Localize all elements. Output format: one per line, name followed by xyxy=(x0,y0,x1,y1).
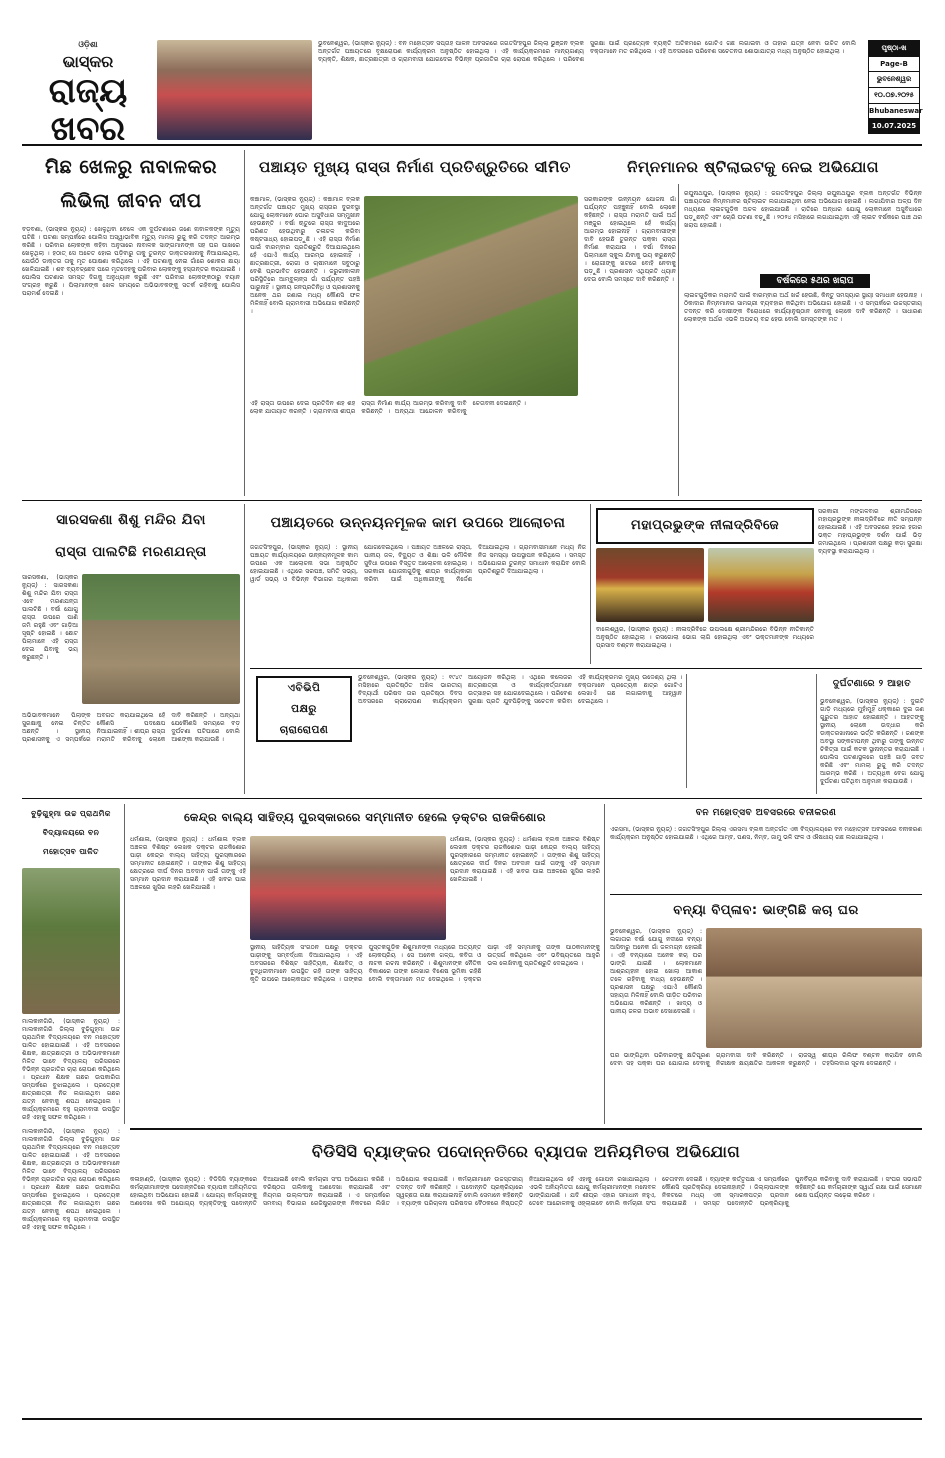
article-6-headline: ମହାପ୍ରଭୁଙ୍କ ନୀଳାଦ୍ରିବିଜେ xyxy=(631,518,779,533)
article-5-text: ଜଗତସିଂହପୁର, (ଭାସ୍କର ନ୍ୟୁଜ୍) : ସ୍ଥାନୀୟ ପଞ୍ଚାୟତ କାର୍ଯ୍ୟାଳୟରେ ଉନ୍ନୟନମୂଳକ କାମ ଉପରେ ଏକ ଆଲୋଚନା ସଭା ଅନୁଷ୍ଠିତ ହୋଇଯାଇଛି । ଏଥିରେ ସରପଞ୍ଚ, ସମିତି ସଭ୍ୟ, ୱାର୍ଡ ସଭ୍ୟ ଓ ବିଭିନ୍ନ ବିଭାଗର ଅଧିକାରୀ ଯୋଗଦେଇଥିଲେ । ପଞ୍ଚାୟତ ଅଞ୍ଚଳରେ ରାସ୍ତା, ପାନୀୟ ଜଳ, ବିଦ୍ୟୁତ ଓ ଶିକ୍ଷା ଭଳି ମୌଳିକ ସୁବିଧା ଉପରେ ବିସ୍ତୃତ ଆଲୋଚନା ହୋଇଥିଲା । ସରକାରୀ ଯୋଜନାଗୁଡ଼ିକୁ ଶୀଘ୍ର କାର୍ଯ୍ୟକାରୀ କରିବା ପାଇଁ ଅଧିକାରୀଙ୍କୁ ନିର୍ଦ୍ଦେଶ ଦିଆଯାଇଥିଲା । ଗ୍ରାମବାସୀମାନେ ମଧ୍ୟ ନିଜ ନିଜ ସମସ୍ୟା ଉପସ୍ଥାପନ କରିଥିଲେ । ସମସ୍ତ ଅଭିଯୋଗର ତୁରନ୍ତ ସମାଧାନ କରାଯିବ ବୋଲି ପ୍ରତିଶ୍ରୁତି ଦିଆଯାଇଥିଲା । xyxy=(250,544,586,583)
article-4-photo-road xyxy=(82,574,240,704)
article-6-photo-ritual xyxy=(596,548,704,622)
divider-row1 xyxy=(22,500,922,501)
article-6-photo-temple xyxy=(708,548,814,622)
article-10-text-bottom: ସ୍ଥାନୀୟ ସାହିତ୍ୟିକ ସଂଗଠନ ପକ୍ଷରୁ ଡ଼କ୍ଟର ପାଢ଼ୀଙ୍କୁ ସମ୍ବର୍ଦ୍ଧନା ଦିଆଯାଇଥିଲା । ଏହି ଅବସରରେ ବିଶିଷ୍ଟ ସାହିତ୍ୟିକ, ଶିକ୍ଷାବିତ୍ ଓ ବୁଦ୍ଧିଜୀବୀମାନେ ଉପସ୍ଥିତ ରହି ତାଙ୍କ ସାହିତ୍ୟ କୃତି ଉପରେ ଆଲୋକପାତ କରିଥିଲେ । ତାଙ୍କର ପୁସ୍ତକଗୁଡ଼ିକ ଶିଶୁମାନଙ୍କ ମଧ୍ୟରେ ଅତ୍ୟନ୍ତ ଲୋକପ୍ରିୟ । ସେ ଅନେକ ଗଳ୍ପ, କବିତା ଓ ନାଟକ ରଚନା କରିଛନ୍ତି । ଶିଶୁମାନଙ୍କ ନୈତିକ ବିକାଶରେ ତାଙ୍କ ଲେଖାର ବିଶେଷ ଭୂମିକା ରହିଛି ବୋଲି ବକ୍ତାମାନେ ମତ ଦେଇଥିଲେ । ଡ଼କ୍ଟର ପାଢ଼ୀ ଏହି ସମ୍ମାନକୁ ତାଙ୍କ ପାଠକମାନଙ୍କୁ ଉତ୍ସର୍ଗ କରିଥିଲେ ଏବଂ ଭବିଷ୍ୟତରେ ଆହୁରି ଭଲ ଲେଖିବାକୁ ପ୍ରତିଶ୍ରୁତି ଦେଇଥିଲେ । xyxy=(250,944,600,983)
article-4-headline-line1: ସାରସକଣା ଶିଶୁ ମନ୍ଦିର ଯିବା xyxy=(56,512,206,528)
divider-row2 xyxy=(22,798,922,799)
divider-row2a xyxy=(250,668,922,669)
divider-col3 xyxy=(678,150,679,496)
article-4-headline-line2: ରାସ୍ତା ପାଲଟିଛି ମରଣଯନ୍ତା xyxy=(55,544,207,560)
divider-footer xyxy=(22,1418,922,1420)
article-10-headline: କେନ୍ଦ୍ର ବାଲ୍ୟ ସାହିତ୍ୟ ପୁରସ୍କାରରେ ସମ୍ମାନୀତ ହେଲେ ଡ଼କ୍ଟର ରାଜକିଶୋର xyxy=(184,810,546,824)
article-8-headline: ଦୁର୍ଘଟଣାରେ ୨ ଆହାତ xyxy=(832,679,912,689)
masthead-logo xyxy=(22,40,154,140)
divider-row3a xyxy=(610,894,922,895)
article-2-text-left: କଞ୍ଚାମାଳ, (ଭାସ୍କର ନ୍ୟୁଜ୍) : କଞ୍ଚାମାଳ ବ୍ଲକ ଅନ୍ତର୍ଗତ ପଞ୍ଚାୟତ ମୁଖ୍ୟ ରାସ୍ତାର ଦୁରବସ୍ଥା ଯୋଗୁ ଲୋକମାନେ ଘୋର ଅସୁବିଧାର ସମ୍ମୁଖୀନ ହେଉଛନ୍ତି । ବର୍ଷା ଋତୁରେ ରାସ୍ତା କାଦୁଅରେ ପରିଣତ ହେଉଥିବାରୁ ଚଳାଚଳ କରିବା କଷ୍ଟସାଧ୍ୟ ହୋଇପଡ଼ୁଛି । ଏହି ରାସ୍ତା ନିର୍ମାଣ ପାଇଁ ବାରମ୍ବାର ପ୍ରତିଶ୍ରୁତି ଦିଆଯାଇଥିଲେ ହେଁ ଏଯାଏଁ କାର୍ଯ୍ୟ ଆରମ୍ଭ ହୋଇନାହିଁ । ଛାତ୍ରଛାତ୍ରୀ, ରୋଗୀ ଓ ଚାଷୀମାନେ ସବୁଠାରୁ ବେଶି ପ୍ରଭାବିତ ହେଉଛନ୍ତି । ଜରୁରୀକାଳୀନ ପରିସ୍ଥିତିରେ ଆମ୍ବୁଲାନ୍ସ ଗାଁ ପର୍ଯ୍ୟନ୍ତ ପହଞ୍ଚି ପାରୁନାହିଁ । ସ୍ଥାନୀୟ ଜନପ୍ରତିନିଧି ଓ ପ୍ରଶାସନକୁ ଅନେକ ଥର ଜଣାଇ ମଧ୍ୟ କୌଣସି ଫଳ ମିଳିନାହିଁ ବୋଲି ଗ୍ରାମବାସୀ ଅଭିଯୋଗ କରିଛନ୍ତି । xyxy=(250,196,360,315)
article-7-headline-line2: ପକ୍ଷରୁ xyxy=(291,703,317,715)
article-3-text-2: ଲାଇଟଗୁଡ଼ିକର ମରାମତି ପାଇଁ ବାରମ୍ବାର ଅର୍ଥ ଖର୍ଚ୍ଚ ହେଉଛି, କିନ୍ତୁ ସମସ୍ୟାର ସ୍ଥାୟୀ ସମାଧାନ ହେଉନାହିଁ । ଠିକାଦାର ନିମ୍ନମାନର ସାମଗ୍ରୀ ବ୍ୟବହାର କରିଥିବା ଅଭିଯୋଗ ହୋଇଛି । ଏ ସମ୍ପର୍କରେ ଉଚ୍ଚସ୍ତରୀୟ ତଦନ୍ତ କରି ଦୋଷୀଙ୍କ ବିରୋଧରେ କାର୍ଯ୍ୟାନୁଷ୍ଠାନ ନେବାକୁ ଲୋକେ ଦାବି କରିଛନ୍ତି । ସାଧାରଣ ଲୋକଙ୍କ ଅର୍ଥର ଏଭଳି ଅପଚୟ ବନ୍ଦ ହେଉ ବୋଲି ସମସ୍ତଙ୍କ ମତ । xyxy=(684,292,922,323)
article-7-headline-line1: ଏବିଭିପି xyxy=(287,682,321,694)
article-13-text-left: ମାଲକାନଗିରି, (ଭାସ୍କର ନ୍ୟୁଜ୍) : ମାଲକାନଗିରି ଜିଲ୍ଲା ବୁଢ଼ିଗୁହ୍ମା ଉଚ୍ଚ ପ୍ରାଥମିକ ବିଦ୍ୟାଳୟରେ ବନ ମହୋତ୍ସବ ପାଳିତ ହୋଇଯାଇଛି । ଏହି ଅବସରରେ ଶିକ୍ଷକ, ଛାତ୍ରଛାତ୍ରୀ ଓ ଅଭିଭାବକମାନେ ମିଳିତ ଭାବେ ବିଦ୍ୟାଳୟ ପରିସରରେ ବିଭିନ୍ନ ପ୍ରଜାତିର ଚାରା ରୋପଣ କରିଥିଲେ । ପ୍ରଧାନ ଶିକ୍ଷକ ଗଛର ଉପକାରିତା ସମ୍ପର୍କରେ ବୁଝାଇଥିଲେ । ପ୍ରତ୍ୟେକ ଛାତ୍ରଛାତ୍ରୀ ନିଜ ଲଗାଇଥିବା ଗଛର ଯତ୍ନ ନେବାକୁ ଶପଥ ନେଇଥିଲେ । କାର୍ଯ୍ୟକ୍ରମରେ ବହୁ ଗ୍ରାମବାସୀ ଉପସ୍ଥିତ ରହି ଏହାକୁ ସଫଳ କରିଥିଲେ । xyxy=(22,1128,120,1231)
article-5-headline: ପଞ୍ଚାୟତରେ ଉନ୍ନୟନମୂଳକ କାମ ଉପରେ ଆଲୋଚନା xyxy=(270,515,566,531)
article-9-text: ମାଲକାନଗିରି, (ଭାସ୍କର ନ୍ୟୁଜ୍) : ମାଲକାନଗିରି ଜିଲ୍ଲା ବୁଢ଼ିଗୁହ୍ମା ଉଚ୍ଚ ପ୍ରାଥମିକ ବିଦ୍ୟାଳୟରେ ବନ ମହୋତ୍ସବ ପାଳିତ ହୋଇଯାଇଛି । ଏହି ଅବସରରେ ଶିକ୍ଷକ, ଛାତ୍ରଛାତ୍ରୀ ଓ ଅଭିଭାବକମାନେ ମିଳିତ ଭାବେ ବିଦ୍ୟାଳୟ ପରିସରରେ ବିଭିନ୍ନ ପ୍ରଜାତିର ଚାରା ରୋପଣ କରିଥିଲେ । ପ୍ରଧାନ ଶିକ୍ଷକ ଗଛର ଉପକାରିତା ସମ୍ପର୍କରେ ବୁଝାଇଥିଲେ । ପ୍ରତ୍ୟେକ ଛାତ୍ରଛାତ୍ରୀ ନିଜ ଲଗାଇଥିବା ଗଛର ଯତ୍ନ ନେବାକୁ ଶପଥ ନେଇଥିଲେ । କାର୍ଯ୍ୟକ୍ରମରେ ବହୁ ଗ୍ରାମବାସୀ ଉପସ୍ଥିତ ରହି ଏହାକୁ ସଫଳ କରିଥିଲେ । xyxy=(22,1018,120,1121)
divider-masthead xyxy=(22,144,922,146)
article-2-photo-road xyxy=(364,196,578,396)
article-4-text-1: ସାରସକଣା, (ଭାସ୍କର ନ୍ୟୁଜ୍) : ସାରସକଣା ଶିଶୁ ମନ୍ଦିର ଯିବା ରାସ୍ତା ଏବେ ମରଣଯନ୍ତା ପାଲଟିଛି । ବର୍ଷା ଯୋଗୁ ରାସ୍ତା ଉପରେ ପାଣି ଜମି ରହୁଛି ଏବଂ ଗାଡ଼ିଆ ସୃଷ୍ଟି ହୋଇଛି । ଛୋଟ ପିଲାମାନେ ଏହି ରାସ୍ତା ଦେଇ ଯିବାକୁ ଭୟ କରୁଛନ୍ତି । xyxy=(22,574,78,661)
article-9-headline-line3: ମହୋତ୍ସବ ପାଳିତ xyxy=(43,847,99,856)
article-1-headline xyxy=(22,150,240,220)
divider-row2-col2 xyxy=(590,504,591,664)
divider-row2-col3 xyxy=(686,674,687,788)
page-label-or: ପୃଷ୍ଠା-ଖ xyxy=(869,41,919,57)
masthead-brand: ଭାସ୍କର xyxy=(62,52,114,71)
article-8-text: ଭୁବନେଶ୍ୱର, (ଭାସ୍କର ନ୍ୟୁଜ୍) : ଦୁଇଟି ଗାଡ଼ି ମଧ୍ୟରେ ମୁହାଁମୁହିଁ ଧକ୍କାରେ ଦୁଇ ଜଣ ଗୁରୁତର ଆହାତ ହୋଇଛନ୍ତି । ଆହତଙ୍କୁ ସ୍ଥାନୀୟ ଲୋକେ ଉଦ୍ଧାର କରି ଡାକ୍ତରଖାନାରେ ଭର୍ତ୍ତି କରିଛନ୍ତି । ଜଣଙ୍କ ଅବସ୍ଥା ସଙ୍କଟାପନ୍ନ ଥିବାରୁ ତାଙ୍କୁ ଉନ୍ନତ ଚିକିତ୍ସା ପାଇଁ କଟକ ସ୍ଥାନାନ୍ତର କରାଯାଇଛି । ପୋଲିସ ଘଟଣାସ୍ଥଳରେ ପହଞ୍ଚି ଗାଡ଼ି ଜବତ କରିଛି ଏବଂ ମାମଲା ରୁଜୁ କରି ତଦନ୍ତ ଆରମ୍ଭ କରିଛି । ଅତ୍ୟଧିକ ବେଗ ଯୋଗୁ ଦୁର୍ଘଟଣା ଘଟିଥିବା ଅନୁମାନ କରାଯାଉଛି । xyxy=(820,698,924,785)
article-6-text-right: ବାଲେଶ୍ୱର, (ଭାସ୍କର ନ୍ୟୁଜ୍) : ନୀଳାଦ୍ରିବିଜେ ଉପଲକ୍ଷେ ଶ୍ରୀମନ୍ଦିରରେ ବିଭିନ୍ନ ନୀତିକାନ୍ତି ଅନୁଷ୍ଠିତ ହୋଇଥିଲା । ରସଗୋଲା ଭୋଗ ଲାଗି ହୋଇଥିଲା ଏବଂ ଭକ୍ତମାନଙ୍କ ମଧ୍ୟରେ ପ୍ରସାଦ ବଣ୍ଟନ କରାଯାଇଥିଲା । xyxy=(596,626,814,649)
article-12-text-2: ଘର ଭାଙ୍ଗିଥିବା ପରିବାରଙ୍କୁ କ୍ଷତିପୂରଣ ଦେବା ସହ ପକ୍କା ଘର ଯୋଗାଇ ଦେବାକୁ ଗ୍ରାମବାସୀ ଦାବି କରିଛନ୍ତି । ରାଜସ୍ୱ ନିରୀକ୍ଷକ କ୍ଷୟକ୍ଷତିର ଆକଳନ କରୁଛନ୍ତି । ଶୀଘ୍ର ରିଲିଫ ବଣ୍ଟନ କରାଯିବ ବୋଲି ତହସିଲଦାର ସୂଚନା ଦେଇଛନ୍ତି । xyxy=(610,1052,922,1067)
article-9-headline xyxy=(22,804,120,864)
article-12-photo-house xyxy=(706,928,922,1048)
article-13-text: କଳାହାଣ୍ଡି, (ଭାସ୍କର ନ୍ୟୁଜ୍) : ବିଡିସିସି ବ୍ୟାଙ୍କରେ କର୍ମଚାରୀମାନଙ୍କ ପଦୋନ୍ନତିରେ ବ୍ୟାପକ ଅନିୟମିତତା ହୋଇଥିବା ଅଭିଯୋଗ ହୋଇଛି । ଯୋଗ୍ୟ କର୍ମଚାରୀଙ୍କୁ ଅଣଦେଖା କରି ଅଯୋଗ୍ୟ ବ୍ୟକ୍ତିଙ୍କୁ ପଦୋନ୍ନତି ଦିଆଯାଇଛି ବୋଲି କର୍ମଚାରୀ ସଂଘ ଅଭିଯୋଗ କରିଛି । ବରିଷ୍ଠତା ତାଲିକାକୁ ଅଣଦେଖା କରାଯାଇଛି ଏବଂ ନିୟମର ଉଲ୍ଲଂଘନ କରାଯାଇଛି । ଏ ସମ୍ପର୍କରେ ସମବାୟ ବିଭାଗର ରେଜିଷ୍ଟ୍ରାରଙ୍କ ନିକଟରେ ଲିଖିତ ଅଭିଯୋଗ କରାଯାଇଛି । କର୍ମଚାରୀମାନେ ଉଚ୍ଚସ୍ତରୀୟ ତଦନ୍ତ ଦାବି କରିଛନ୍ତି । ପଦୋନ୍ନତି ପ୍ରକ୍ରିୟାରେ ସ୍ୱଚ୍ଛତା ରକ୍ଷା କରାଯାଇନାହିଁ ବୋଲି ସେମାନେ କହିଛନ୍ତି । ବ୍ୟାଙ୍କ ପରିଚାଳନା ପରିଷଦର ବୈଠକରେ ନିଷ୍ପତ୍ତି ନିଆଯାଇଥିଲେ ହେଁ ଏହାକୁ ଗୋପନ ରଖାଯାଇଥିଲା । ଏଭଳି ଅନିୟମିତତା ଯୋଗୁ କର୍ମଚାରୀମାନଙ୍କ ମନୋବଳ ଭାଙ୍ଗିଯାଉଛି । ଯଦି ଶୀଘ୍ର ଏହାର ସମାଧାନ ନହୁଏ, ତେବେ ଆନ୍ଦୋଳନକୁ ଓହ୍ଲାଇବେ ବୋଲି କର୍ମଚାରୀ ସଂଘ ଚେତାବନୀ ଦେଇଛି । ବ୍ୟାଙ୍କ କର୍ତ୍ତୃପକ୍ଷ ଏ ସମ୍ପର୍କରେ କୌଣସି ପ୍ରତିକ୍ରିୟା ଦେଇନାହାନ୍ତି । ଜିଲ୍ଲାପାଳଙ୍କ ନିକଟରେ ମଧ୍ୟ ଏକ ସ୍ମାରକପତ୍ର ପ୍ରଦାନ କରାଯାଇଛି । ସମସ୍ତ ପଦୋନ୍ନତି ପ୍ରକ୍ରିୟାକୁ ପୁନର୍ବିଚାର କରିବାକୁ ଦାବି କରାଯାଇଛି । ସଂଘର ସଭାପତି କହିଛନ୍ତି ଯେ କର୍ମଚାରୀଙ୍କ ସ୍ୱାର୍ଥ ରକ୍ଷା ପାଇଁ ସେମାନେ ଶେଷ ପର୍ଯ୍ୟନ୍ତ ଲଢ଼େଇ କରିବେ । xyxy=(130,1176,922,1207)
article-9-headline-line1: ବୁଢ଼ିଗୁହ୍ମା ଉଚ୍ଚ ପ୍ରାଥମିକ xyxy=(31,809,111,818)
city-or: ଭୁବନେଶ୍ୱର xyxy=(869,72,919,88)
divider-row3-col2 xyxy=(604,804,605,1124)
city-en: Bhubaneswar xyxy=(869,104,919,119)
article-13-headline: ବିଡିସିସି ବ୍ୟାଙ୍କର ପଦୋନ୍ନତିରେ ବ୍ୟାପକ ଅନିୟମିତତା ଅଭିଯୋଗ xyxy=(311,1142,741,1161)
article-12-text-1: ଭୁବନେଶ୍ୱର, (ଭାସ୍କର ନ୍ୟୁଜ୍) : ଲଗାତାର ବର୍ଷା ଯୋଗୁ ନଦୀରେ ବନ୍ୟା ଆସିବାରୁ ଅନେକ ଗାଁ ଜଳମଗ୍ନ ହୋଇଛି । ଏହି ବନ୍ୟାରେ ଅନେକ କଚା ଘର ଭାଙ୍ଗି ଯାଇଛି । ଲୋକମାନେ ଆଶ୍ରୟହୀନ ହୋଇ ଖୋଲା ଆକାଶ ତଳେ ରହିବାକୁ ବାଧ୍ୟ ହେଉଛନ୍ତି । ପ୍ରଶାସନ ପକ୍ଷରୁ ଏଯାଏଁ କୌଣସି ସହାୟତା ମିଳିନାହିଁ ବୋଲି ପୀଡ଼ିତ ପରିବାର ଅଭିଯୋଗ କରିଛନ୍ତି । ଖାଦ୍ୟ ଓ ପାନୀୟ ଜଳର ଅଭାବ ଦେଖାଦେଇଛି । xyxy=(610,928,702,1015)
page-label-en: Page-B xyxy=(869,57,919,72)
page-info-box xyxy=(868,40,923,134)
date-en: 10.07.2025 xyxy=(869,119,919,133)
article-4-text-2: ଅଭିଭାବକମାନେ ପିଲାଙ୍କ ସୁରକ୍ଷାକୁ ନେଇ ଚିନ୍ତିତ ଅଛନ୍ତି । ସ୍ଥାନୀୟ ପ୍ରଶାସନକୁ ଏ ସମ୍ପର୍କରେ ଅବଗତ କରାଯାଇଥିଲେ ହେଁ କୌଣସି ପଦକ୍ଷେପ ନିଆଯାଇନାହିଁ । ଶୀଘ୍ର ରାସ୍ତା ମରାମତି କରିବାକୁ ଲୋକେ ଦାବି କରିଛନ୍ତି । ଅନ୍ୟଥା ଯେକୌଣସି ସମୟରେ ବଡ଼ ଦୁର୍ଘଟଣା ଘଟିପାରେ ବୋଲି ଆଶଙ୍କା କରାଯାଉଛି । xyxy=(22,712,240,743)
divider-row2-col1 xyxy=(244,504,245,794)
article-11-headline: ବନ ମହୋତ୍ସବ ଅବସରରେ ବନୀକରଣ xyxy=(695,808,837,818)
article-2-text-bottom: ଏହି ରାସ୍ତା ଉପରେ ଦେଇ ପ୍ରତିଦିନ ଶହ ଶହ ଲୋକ ଯାତାୟାତ କରନ୍ତି । ଗ୍ରାମବାସୀ ଶୀଘ୍ର ରାସ୍ତା ନିର୍ମାଣ କାର୍ଯ୍ୟ ଆରମ୍ଭ କରିବାକୁ ଦାବି କରିଛନ୍ତି । ଅନ୍ୟଥା ଆନ୍ଦୋଳନ କରିବାକୁ ଚେତାବନୀ ଦେଇଛନ୍ତି । xyxy=(250,400,526,415)
article-3-headline: ନିମ୍ନମାନର ଷ୍ଟିଲାଇଟକୁ ନେଇ ଅଭିଯୋଗ xyxy=(584,150,922,184)
top-photo-rally xyxy=(157,40,312,140)
article-7-headline-box xyxy=(256,676,352,742)
article-7-text: ଭୁବନେଶ୍ୱର, (ଭାସ୍କର ନ୍ୟୁଜ୍) : ୧୯୪୯ ମସିହାରେ ପ୍ରତିଷ୍ଠିତ ଅଖିଳ ଭାରତୀୟ ବିଦ୍ୟାର୍ଥୀ ପରିଷଦ ତାର ପ୍ରତିଷ୍ଠା ଦିବସ ଅବସରରେ ଚାରାରୋପଣ କାର୍ଯ୍ୟକ୍ରମ ଆୟୋଜନ କରିଥିଲା । ଏଥିରେ କଲେଜର ଛାତ୍ରଛାତ୍ରୀ ଓ କାର୍ଯ୍ୟକର୍ତ୍ତାମାନେ ଉତ୍ସାହର ସହ ଯୋଗଦେଇଥିଲେ । ପରିବେଶ ସୁରକ୍ଷା ପ୍ରତି ଯୁବପିଢ଼ିଙ୍କୁ ସଚେତନ କରିବା ଏହି କାର୍ଯ୍ୟକ୍ରମର ମୁଖ୍ୟ ଉଦ୍ଦେଶ୍ୟ ଥିଲା । ବକ୍ତାମାନେ ପ୍ରତ୍ୟେକ ଛାତ୍ର ଗୋଟିଏ ଲେଖାଏଁ ଗଛ ଲଗାଇବାକୁ ଆହ୍ୱାନ ଦେଇଥିଲେ । xyxy=(358,674,682,705)
article-9-photo-planting xyxy=(22,868,120,1014)
article-2-text-right: ସରକାରଙ୍କ ଉନ୍ନୟନ ଯୋଜନା ଗାଁ ପର୍ଯ୍ୟନ୍ତ ପହଞ୍ଚୁନାହିଁ ବୋଲି ଲୋକେ କହିଛନ୍ତି । ରାସ୍ତା ମରାମତି ପାଇଁ ଅର୍ଥ ମଞ୍ଜୁର ହୋଇଥିଲେ ହେଁ କାର୍ଯ୍ୟ ଆରମ୍ଭ ହୋଇନାହିଁ । ଗ୍ରାମବାସୀଙ୍କ ଦାବି ହେଉଛି ତୁରନ୍ତ ପକ୍କା ରାସ୍ତା ନିର୍ମାଣ କରାଯାଉ । ବର୍ଷା ଦିନରେ ପିଲାମାନେ ସ୍କୁଲ ଯିବାକୁ ଭୟ କରୁଛନ୍ତି । ରୋଗୀଙ୍କୁ ଖଟରେ ବୋହି ନେବାକୁ ପଡ଼ୁଛି । ପ୍ରଶାସନ ଏଥିପ୍ରତି ଧ୍ୟାନ ଦେଉ ବୋଲି ସମସ୍ତେ ଦାବି କରିଛନ୍ତି । xyxy=(584,196,676,283)
article-6-headline-box xyxy=(596,508,814,544)
article-11-text: ଏରସମା, (ଭାସ୍କର ନ୍ୟୁଜ୍) : ଜଗତସିଂହପୁର ଜିଲ୍ଲା ଏରସମା ବ୍ଲକ ଅନ୍ତର୍ଗତ ଏକ ବିଦ୍ୟାଳୟରେ ବନ ମହୋତ୍ସବ ଅବସରରେ ବନୀକରଣ କାର୍ଯ୍ୟକ୍ରମ ଅନୁଷ୍ଠିତ ହୋଇଯାଇଛି । ଏଥିରେ ଆମ୍ବ, ପଣସ, ନିମ୍ବ, ଜାମୁ ଭଳି ଫଳ ଓ ଔଷଧୀୟ ଗଛ ଲଗାଯାଇଥିଲା । xyxy=(610,826,922,841)
article-1-text: ବଡ଼ବଣା, (ଭାସ୍କର ନ୍ୟୁଜ୍) : ଖେଳୁଥିବା ବେଳେ ଏକ ଦୁର୍ଘଟଣାରେ ଜଣେ ନାବାଳକଙ୍କ ମୃତ୍ୟୁ ଘଟିଛି । ଘଟଣା ସମ୍ପର୍କରେ ପୋଲିସ ଅସ୍ୱାଭାବିକ ମୃତ୍ୟୁ ମାମଲା ରୁଜୁ କରି ତଦନ୍ତ ଆରମ୍ଭ କରିଛି । ପରିବାର ଲୋକଙ୍କ କହିବା ଅନୁସାରେ ନାବାଳକ ସାଙ୍ଗମାନଙ୍କ ସହ ଘର ପାଖରେ ଖେଳୁଥିଲା । ହଠାତ୍ ସେ ଅଚେତ ହୋଇ ପଡ଼ିବାରୁ ତାକୁ ତୁରନ୍ତ ଡାକ୍ତରଖାନାକୁ ନିଆଯାଇଥିଲା, ଯେଉଁଠି ଡାକ୍ତର ତାକୁ ମୃତ ଘୋଷଣା କରିଥିଲେ । ଏହି ଘଟଣାକୁ ନେଇ ଗାଁରେ ଶୋକର ଛାୟା ଖେଳିଯାଇଛି । ଶବ ବ୍ୟବଚ୍ଛେଦ ପରେ ମୃତଦେହକୁ ପରିବାର ଲୋକଙ୍କୁ ହସ୍ତାନ୍ତର କରାଯାଇଛି । ପୋଲିସ ଘଟଣାର ସମସ୍ତ ଦିଗକୁ ଅନୁଧ୍ୟାନ କରୁଛି ଏବଂ ପରିବାର ଲୋକଙ୍କଠାରୁ ବୟାନ ସଂଗ୍ରହ କରୁଛି । ପିଲାମାନଙ୍କ ଖେଳ ସମୟରେ ଅଭିଭାବକଙ୍କୁ ସତର୍କ ରହିବାକୁ ପୋଲିସ ପରାମର୍ଶ ଦେଇଛି । xyxy=(22,226,240,297)
article-3-text-1: ରଘୁନାଥପୁର, (ଭାସ୍କର ନ୍ୟୁଜ୍) : ଜଗତସିଂହପୁର ଜିଲ୍ଲା ରଘୁନାଥପୁର ବ୍ଲକ ଅନ୍ତର୍ଗତ ବିଭିନ୍ନ ପଞ୍ଚାୟତରେ ନିମ୍ନମାନର ଷ୍ଟିଲାଇଟ ଲଗାଯାଇଥିବା ନେଇ ଅଭିଯୋଗ ହୋଇଛି । ଲଗାଯିବାର ଅଳ୍ପ ଦିନ ମଧ୍ୟରେ ଲାଇଟଗୁଡ଼ିକ ଅଚଳ ହୋଇଯାଉଛି । ରାତିରେ ଅନ୍ଧାର ଯୋଗୁ ଲୋକମାନେ ଅସୁବିଧାରେ ପଡ଼ୁଛନ୍ତି ଏବଂ ଚୋରି ଘଟଣା ବଢ଼ୁଛି । ୨୦୨୪ ମସିହାରେ ଲଗାଯାଇଥିବା ଏହି ଲାଇଟ ବର୍ଷକରେ ପାଞ୍ଚ ଥର ଖରାପ ହୋଇଛି । xyxy=(684,190,922,229)
article-12-headline: ବନ୍ୟା ବିପ୍ଳାବ: ଭାଙ୍ଗିଛି କଚା ଘର xyxy=(673,903,859,918)
article-1-headline-line2: ଲିଭିଲା ଜୀବନ ଦୀପ xyxy=(60,190,202,212)
date-or: ୧୦.୦୭.୨୦୨୫ xyxy=(869,88,919,104)
article-10-text-top: ଧର୍ମଶାଳା, (ଭାସ୍କର ନ୍ୟୁଜ୍) : ଧର୍ମଶାଳା ବ୍ଲକ ଅଞ୍ଚଳର ବିଶିଷ୍ଟ ଲେଖକ ଡ଼କ୍ଟର ରାଜକିଶୋର ପାଢ଼ୀ କେନ୍ଦ୍ର ବାଲ୍ୟ ସାହିତ୍ୟ ପୁରସ୍କାରରେ ସମ୍ମାନୀତ ହୋଇଛନ୍ତି । ତାଙ୍କର ଶିଶୁ ସାହିତ୍ୟ କ୍ଷେତ୍ରରେ ଦୀର୍ଘ ଦିନର ଅବଦାନ ପାଇଁ ତାଙ୍କୁ ଏହି ସମ୍ମାନ ପ୍ରଦାନ କରାଯାଇଛି । ଏହି ଖବର ପାଇ ଅଞ୍ଚଳରେ ଖୁସିର ଲହରି ଖେଳିଯାଇଛି । xyxy=(130,836,246,891)
top-story-text: ଭୁବନେଶ୍ୱର, (ଭାସ୍କର ନ୍ୟୁଜ୍) : ବନ ମହୋତ୍ସବ ସପ୍ତାହ ପାଳନ ଅବସରରେ ଜଗତସିଂହପୁର ଜିଲ୍ଲା ଭୁଞ୍ଜନ ବ୍ଲକ ଅନ୍ତର୍ଗତ ପଞ୍ଚାୟତରେ ବୃକ୍ଷରୋପଣ କାର୍ଯ୍ୟକ୍ରମ ଅନୁଷ୍ଠିତ ହୋଇଥିଲା । ଏହି କାର୍ଯ୍ୟକ୍ରମରେ ମାନ୍ୟଗଣ୍ୟ ବ୍ୟକ୍ତି, ଶିକ୍ଷକ, ଛାତ୍ରଛାତ୍ରୀ ଓ ଗ୍ରାମବାସୀ ଯୋଗଦେଇ ବିଭିନ୍ନ ପ୍ରଜାତିର ଚାରା ରୋପଣ କରିଥିଲେ । ପରିବେଶ ସୁରକ୍ଷା ପାଇଁ ପ୍ରତ୍ୟେକ ବ୍ୟକ୍ତି ଅତିକମରେ ଗୋଟିଏ ଗଛ ଲଗାଇବା ଓ ତାହାର ଯତ୍ନ ନେବା ଉଚିତ ବୋଲି ବକ୍ତାମାନେ ମତ ରଖିଥିଲେ । ଏହି ଅବସରରେ ପରିବେଶ ସଚେତନତା ଶୋଭାଯାତ୍ରା ମଧ୍ୟ ଅନୁଷ୍ଠିତ ହୋଇଥିଲା । xyxy=(318,40,856,63)
article-6-text-left: ସରକାରୀ ମଙ୍ଗଳବାର ଶ୍ରୀମନ୍ଦିରରେ ମହାପ୍ରଭୁଙ୍କ ନୀଳାଦ୍ରିବିଜେ ନୀତି ସମ୍ପନ୍ନ ହୋଇଯାଇଛି । ଏହି ଅବସରରେ ହଜାର ହଜାର ଭକ୍ତ ମହାପ୍ରଭୁଙ୍କ ଦର୍ଶନ ପାଇଁ ଭିଡ଼ ଜମାଇଥିଲେ । ପ୍ରଶାସନ ପକ୍ଷରୁ କଡ଼ା ସୁରକ୍ଷା ବ୍ୟବସ୍ଥା କରାଯାଇଥିଲା । xyxy=(818,508,922,555)
article-10-photo-award xyxy=(250,836,446,940)
section-title-line2: ଖବର xyxy=(50,109,126,140)
article-2-headline: ପଞ୍ଚାୟତ ମୁଖ୍ୟ ରାସ୍ତା ନିର୍ମାଣ ପ୍ରତିଶ୍ରୁତିରେ ସୀମିତ xyxy=(259,158,571,176)
divider-row3 xyxy=(130,1128,922,1130)
article-3-badge: ବର୍ଷକରେ ୫ଥର ଖରାପ xyxy=(760,274,870,288)
section-title-line1: ରାଜ୍ୟ xyxy=(48,71,128,111)
divider-row2-col4 xyxy=(816,674,817,794)
article-7-headline-line3: ଚାରାରୋପଣ xyxy=(279,724,329,736)
masthead-logo-small: ଓଡ଼ିଶା xyxy=(78,40,98,49)
article-1-headline-line1: ମିଛ ଖେଳରୁ ନାବାଳକର xyxy=(44,156,218,178)
article-4-headline xyxy=(22,504,240,570)
article-9-headline-line2: ବିଦ୍ୟାଳୟରେ ବନ xyxy=(42,828,100,837)
divider-row3-col1 xyxy=(124,804,125,1124)
article-10-text-side: ଧର୍ମଶାଳା, (ଭାସ୍କର ନ୍ୟୁଜ୍) : ଧର୍ମଶାଳା ବ୍ଲକ ଅଞ୍ଚଳର ବିଶିଷ୍ଟ ଲେଖକ ଡ଼କ୍ଟର ରାଜକିଶୋର ପାଢ଼ୀ କେନ୍ଦ୍ର ବାଲ୍ୟ ସାହିତ୍ୟ ପୁରସ୍କାରରେ ସମ୍ମାନୀତ ହୋଇଛନ୍ତି । ତାଙ୍କର ଶିଶୁ ସାହିତ୍ୟ କ୍ଷେତ୍ରରେ ଦୀର୍ଘ ଦିନର ଅବଦାନ ପାଇଁ ତାଙ୍କୁ ଏହି ସମ୍ମାନ ପ୍ରଦାନ କରାଯାଇଛି । ଏହି ଖବର ପାଇ ଅଞ୍ଚଳରେ ଖୁସିର ଲହରି ଖେଳିଯାଇଛି । xyxy=(450,836,600,883)
divider-col1 xyxy=(244,150,245,496)
